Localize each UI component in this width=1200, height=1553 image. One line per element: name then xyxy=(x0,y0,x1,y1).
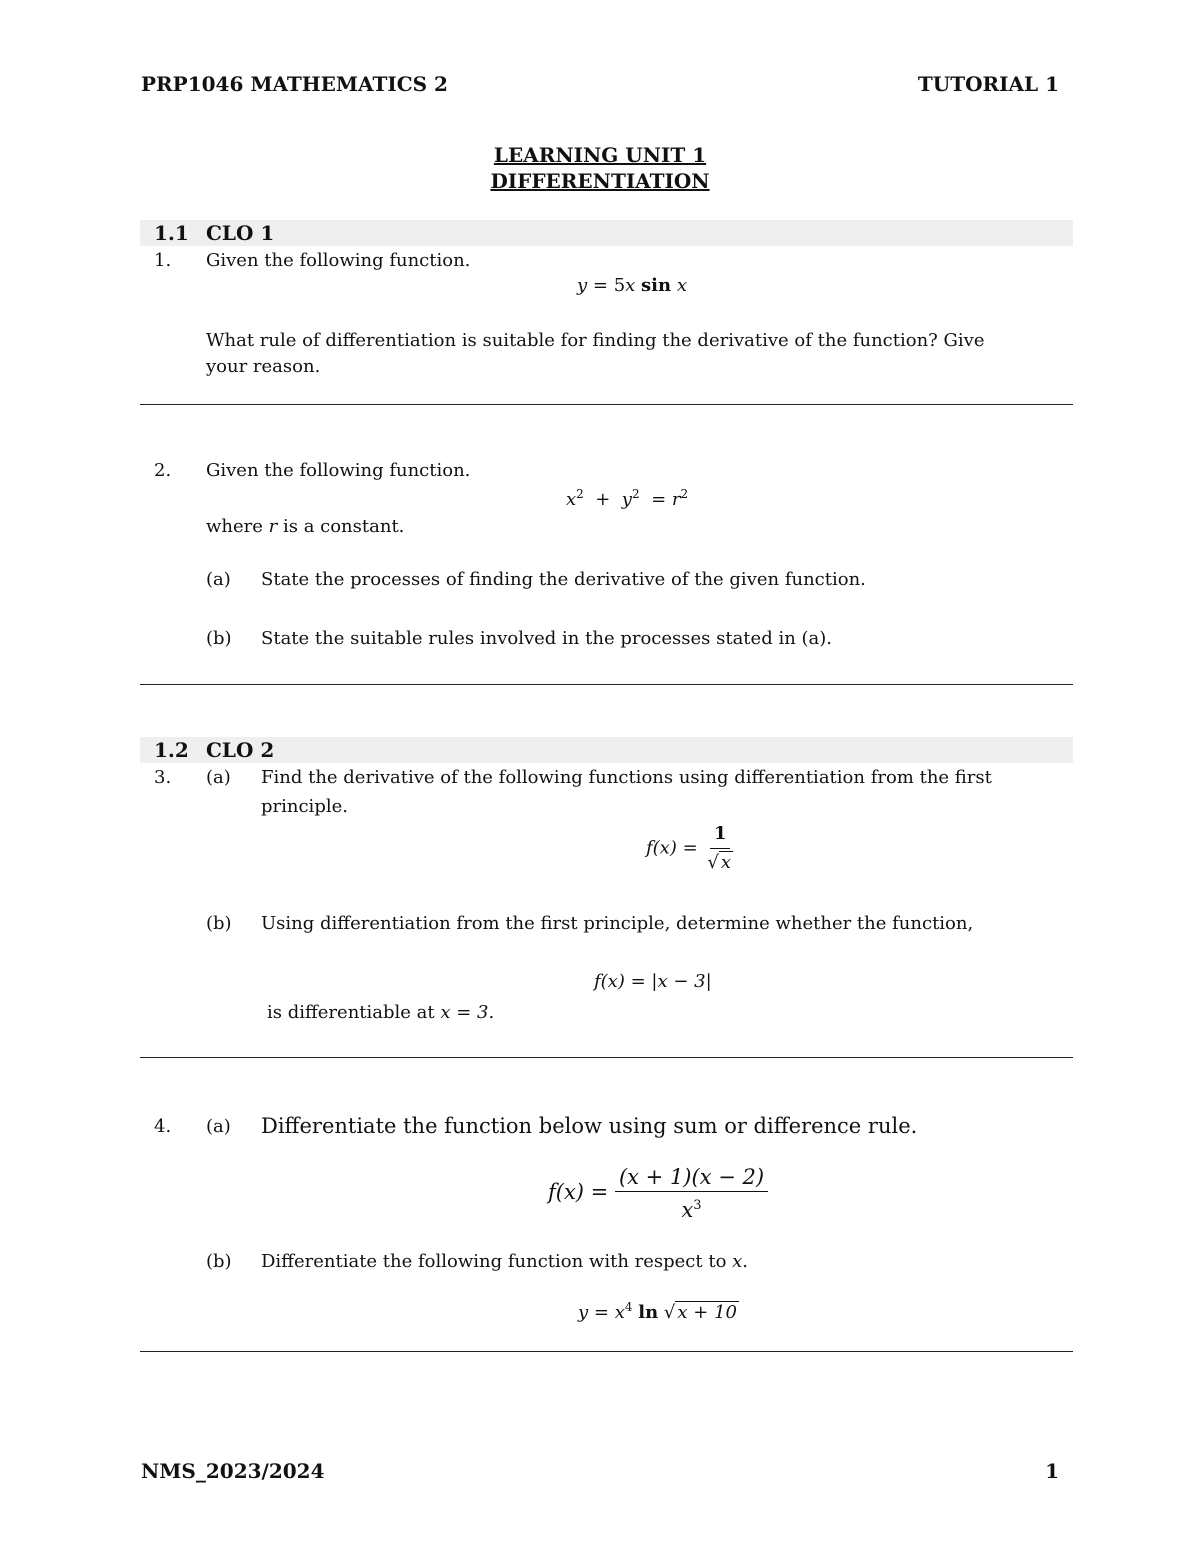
part-label: (b) xyxy=(206,913,232,934)
equation-q4b: $y = x^4$ ln √ x + 10 xyxy=(578,1300,737,1323)
part-label: (a) xyxy=(206,569,231,590)
equation-q4a: f(x) = $\frac{(x + 1)(x - 2)}{x^3}$ xyxy=(548,1165,768,1222)
part-label: (a) xyxy=(206,767,231,788)
page-number: 1 xyxy=(1045,1459,1059,1483)
question-number: 4. xyxy=(154,1116,172,1137)
question-intro: Given the following function. xyxy=(206,250,471,271)
equation-q1: y = 5x sin x xyxy=(577,275,687,296)
part-text: Using differentiation from the first principle, determine whether the function, xyxy=(261,913,974,934)
question-intro: Given the following function. xyxy=(206,460,471,481)
answer-divider xyxy=(140,1351,1073,1352)
section-band-1 xyxy=(140,220,1073,246)
part-text: Find the derivative of the following functions using differentiation from the first xyxy=(261,767,992,788)
header-tutorial: TUTORIAL 1 xyxy=(917,72,1059,96)
part-label: (a) xyxy=(206,1116,231,1137)
part-text: Differentiate the function below using sum or difference rule. xyxy=(261,1114,918,1138)
section-number: 1.2 xyxy=(154,738,189,762)
part-text: Differentiate the following function with respect to x. xyxy=(261,1251,749,1272)
question-number: 1. xyxy=(154,250,172,271)
answer-divider xyxy=(140,404,1073,405)
question-number: 2. xyxy=(154,460,172,481)
section-number: 1.1 xyxy=(154,221,189,245)
equation-q3a: f(x) = $\frac{1}{√ x}$ xyxy=(646,823,732,873)
unit-subtitle: DIFFERENTIATION xyxy=(490,169,710,193)
part-label: (b) xyxy=(206,1251,232,1272)
answer-divider xyxy=(140,1057,1073,1058)
section-band-2 xyxy=(140,737,1073,763)
part-text: State the suitable rules involved in the processes stated in (a). xyxy=(261,628,833,649)
part-label: (b) xyxy=(206,628,232,649)
part-text-cont: principle. xyxy=(261,796,348,817)
answer-divider xyxy=(140,684,1073,685)
constant-note: where r is a constant. xyxy=(206,516,405,537)
footer-session: NMS_2023/2024 xyxy=(141,1459,325,1483)
differentiability-note: is differentiable at x = 3. xyxy=(267,1002,495,1023)
header-course: PRP1046 MATHEMATICS 2 xyxy=(141,72,448,96)
section-label: CLO 2 xyxy=(206,738,275,762)
part-text: State the processes of finding the derivative of the given function. xyxy=(261,569,866,590)
equation-q2: $x^2 + y^2 = r^2$ xyxy=(566,487,689,510)
question-text-cont: your reason. xyxy=(206,356,321,377)
question-number: 3. xyxy=(154,767,172,788)
section-label: CLO 1 xyxy=(206,221,275,245)
unit-title: LEARNING UNIT 1 xyxy=(493,143,707,167)
equation-q3b: f(x) = |x − 3| xyxy=(594,971,712,992)
question-text: What rule of differentiation is suitable for finding the derivative of the function? Give xyxy=(206,330,985,351)
